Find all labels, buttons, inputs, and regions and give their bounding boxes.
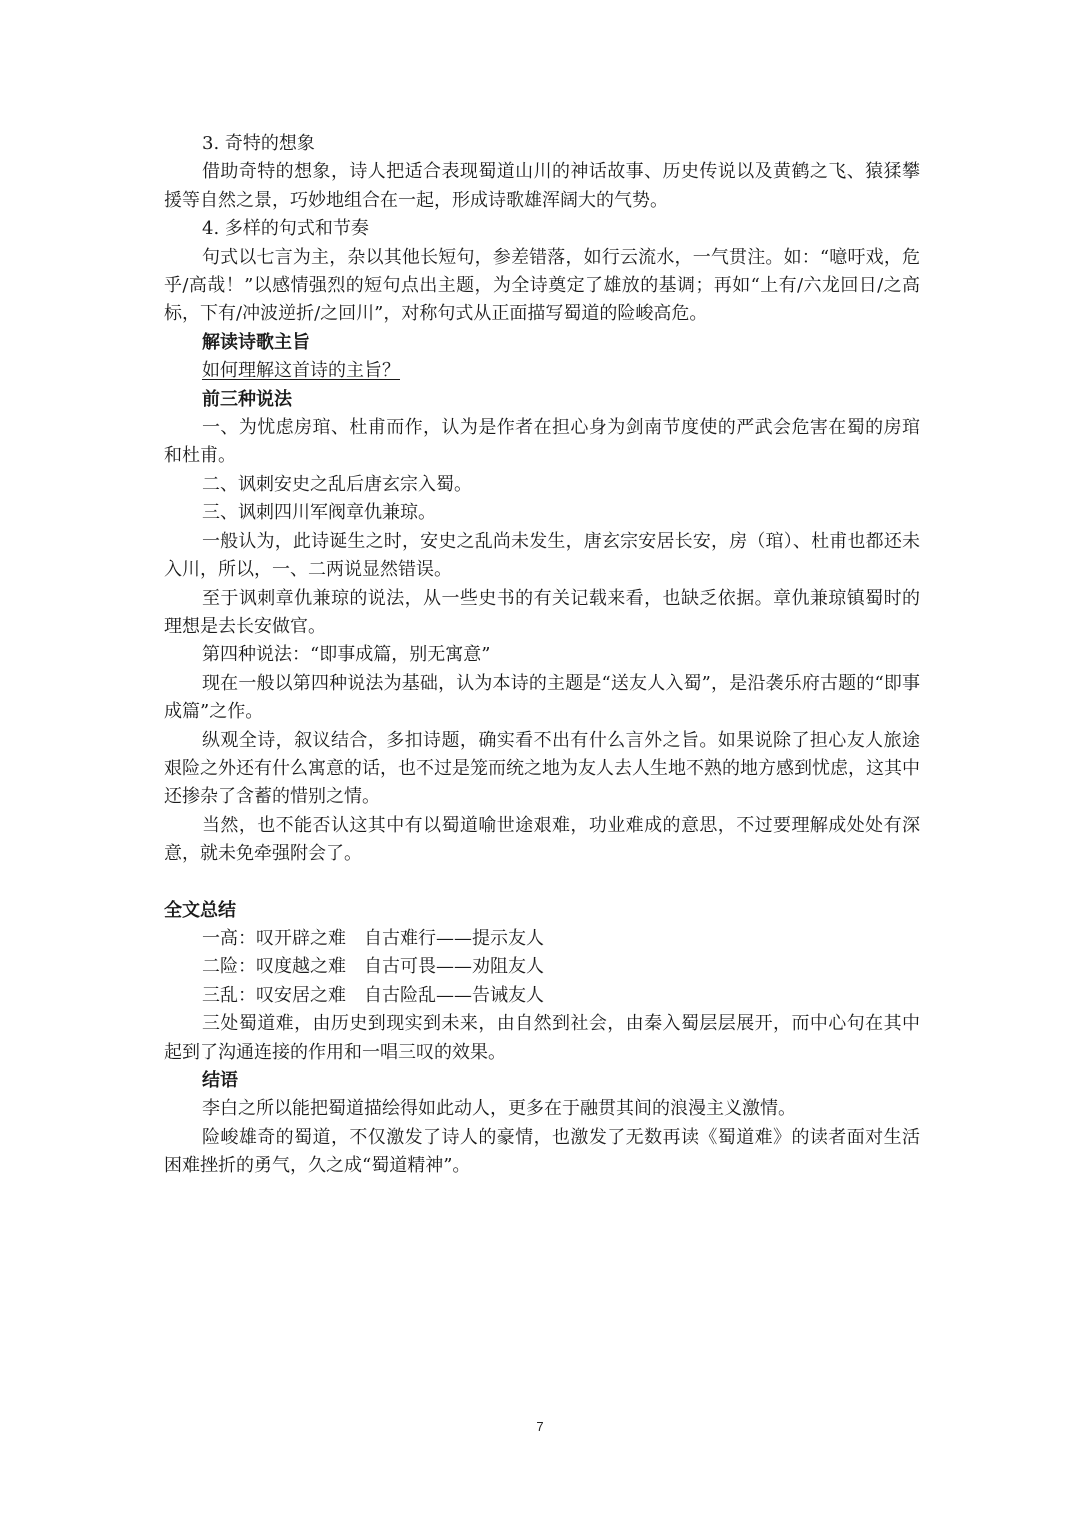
conclusion-paragraph-1: 李白之所以能把蜀道描绘得如此动人，更多在于融贯其间的浪漫主义激情。 (202, 1098, 796, 1120)
theme-paragraph-5: 当然，也不能否认这其中有以蜀道喻世途艰难，功业难成的意思，不过要理解成处处有深意，就未免牵强附会了。 (164, 814, 920, 865)
view-2: 二、讽刺安史之乱后唐玄宗入蜀。 (202, 473, 472, 495)
section-4-body: 句式以七言为主，杂以其他长短句，参差错落，如行云流水，一气贯注。如：“噫吁戏，危乎/高哉！”以感情强烈的短句点出主题，为全诗奠定了雄放的基调；再如“上有/六龙回日/之高标，下有/冲波逆折/之回川”，对称句式从正面描写蜀道的险峻高危。 (164, 246, 920, 325)
document-body (164, 130, 920, 1181)
conclusion-paragraph-2: 险峻雄奇的蜀道，不仅激发了诗人的豪情，也激发了无数再读《蜀道难》的读者面对生活困难挫折的勇气，久之成“蜀道精神”。 (164, 1126, 920, 1177)
view-4-heading: 第四种说法：“即事成篇，别无寓意” (202, 644, 491, 666)
previous-views-heading: 前三种说法 (202, 388, 292, 410)
theme-question (164, 357, 920, 385)
section-4-heading: 4. 多样的句式和节奏 (202, 218, 369, 240)
view-1: 一、为忧虑房琯、杜甫而作，认为是作者在担心身为剑南节度使的严武会危害在蜀的房琯和杜甫。 (164, 417, 920, 467)
theme-question-text: 如何理解这首诗的主旨？ (202, 360, 400, 382)
theme-paragraph-3: 现在一般以第四种说法为基础，认为本诗的主题是“送友人入蜀”，是沿袭乐府古题的“即事成篇”之作。 (164, 672, 920, 723)
conclusion-heading: 结语 (202, 1070, 238, 1091)
summary-line-2: 二险：叹度越之难 自古可畏——劝阻友人 (202, 956, 544, 978)
theme-paragraph-4: 纵观全诗，叙议结合，多扣诗题，确实看不出有什么言外之旨。如果说除了担心友人旅途艰险之外还有什么寓意的话，也不过是笼而统之地为友人去人生地不熟的地方感到忧虑，这其中还掺杂了含蓄的惜别之情。 (164, 729, 920, 808)
spacer (164, 869, 920, 897)
summary-line-3: 三乱：叹安居之难 自古险乱——告诫友人 (202, 984, 544, 1006)
theme-heading: 解读诗歌主旨 (202, 331, 310, 353)
theme-paragraph-1: 一般认为，此诗诞生之时，安史之乱尚未发生，唐玄宗安居长安，房（琯）、杜甫也都还未入川，所以，一、二两说显然错误。 (164, 530, 920, 581)
theme-paragraph-2: 至于讽刺章仇兼琼的说法，从一些史书的有关记载来看，也缺乏依据。章仇兼琼镇蜀时的理想是去长安做官。 (164, 587, 920, 637)
section-3-body: 借助奇特的想象，诗人把适合表现蜀道山川的神话故事、历史传说以及黄鹤之飞、猿猱攀援等自然之景，巧妙地组合在一起，形成诗歌雄浑阔大的气势。 (164, 161, 920, 211)
summary-line-1: 一高：叹开辟之难 自古难行——提示友人 (202, 927, 544, 949)
view-3: 三、讽刺四川军阀章仇兼琼。 (202, 502, 436, 524)
section-3-heading: 3. 奇特的想象 (202, 133, 315, 154)
summary-heading: 全文总结 (164, 899, 236, 921)
page-number: 7 (536, 1419, 544, 1434)
summary-body: 三处蜀道难，由历史到现实到未来，由自然到社会，由秦入蜀层层展开，而中心句在其中起到了沟通连接的作用和一唱三叹的效果。 (164, 1013, 920, 1063)
